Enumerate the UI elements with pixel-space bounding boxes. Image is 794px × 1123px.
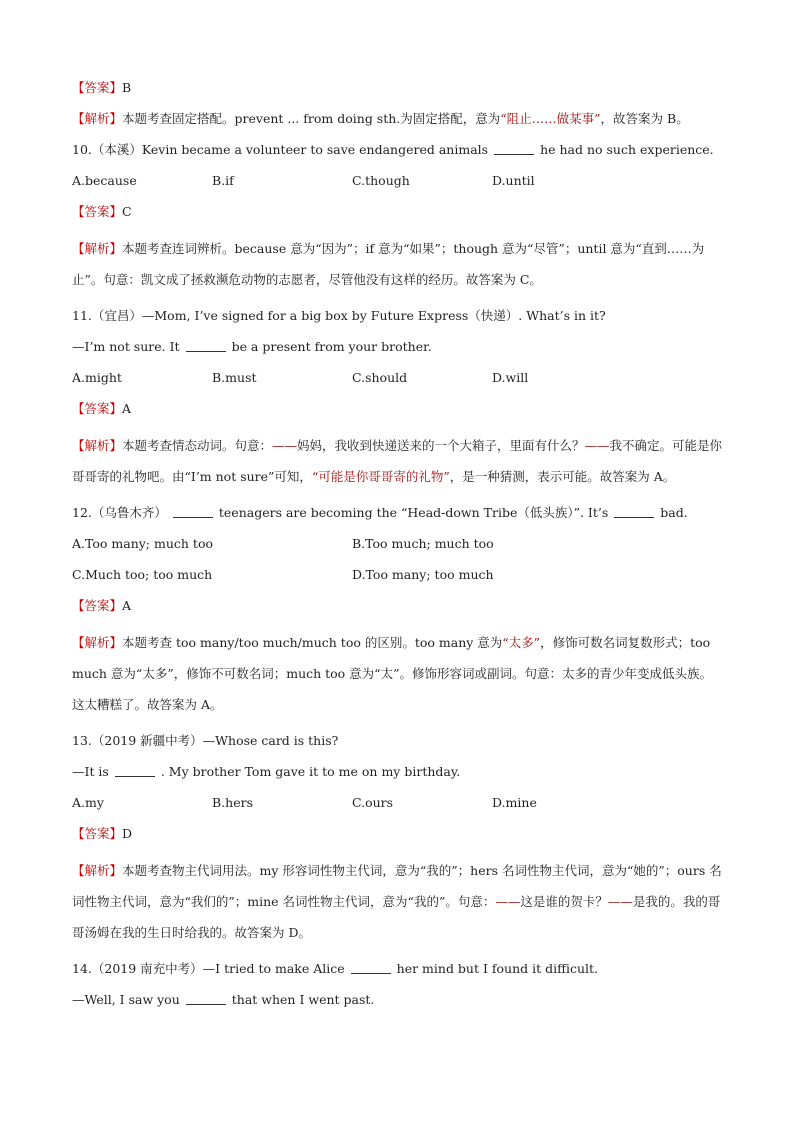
option-a: A.because [72, 173, 137, 188]
option-b: B.Too much; much too [352, 536, 494, 551]
answer-value: C [122, 204, 132, 219]
analysis-tag: 【解析】 [72, 111, 123, 126]
q14-stem-2 [72, 990, 724, 1021]
option-b: B.hers [212, 795, 253, 810]
question-stem: 14.（2019 南充中考）—I tried to make Alice [72, 961, 345, 976]
answer-value: B [122, 80, 132, 95]
option-a: A.Too many; much too [72, 536, 213, 551]
analysis-highlight: —— [272, 438, 298, 453]
option-d: D.until [492, 173, 535, 188]
answer-blank [115, 764, 155, 777]
analysis-text: 本题考查情态动词。句意： [122, 438, 273, 453]
q13-stem-2 [72, 762, 724, 793]
question-stem: be a present from your brother. [231, 339, 432, 354]
question-stem: —Well, I saw you [72, 992, 180, 1007]
analysis-highlight: —— [607, 894, 633, 909]
q13-analysis [72, 855, 724, 948]
option-d: D.Too many; too much [352, 567, 494, 582]
q11-analysis [72, 430, 724, 492]
analysis-text: 是我的。我的哥哥汤姆在我的生日时给我的。故答案为 D。 [72, 894, 721, 940]
question-stem: he had no such experience. [540, 142, 714, 157]
analysis-text: ，故答案为 B。 [600, 111, 689, 126]
question-stem: . My brother Tom gave it to me on my birthday. [160, 764, 461, 779]
analysis-text: 我不确定。可能是你哥哥寄的礼物吧。由“I’m not sure”可知， [72, 438, 723, 484]
option-c: C.should [352, 370, 408, 385]
answer-blank [186, 339, 226, 352]
analysis-highlight: “可能是你哥哥寄的礼物” [311, 469, 450, 484]
question-stem: teenagers are becoming the “Head-down Tribe（低头族）”. It’s [218, 505, 609, 520]
question-stem: bad. [660, 505, 688, 520]
analysis-tag: 【解析】 [72, 863, 123, 878]
option-b: B.must [212, 370, 257, 385]
q10-stem [72, 140, 724, 171]
q10-options [72, 171, 724, 202]
answer-tag: 【答案】 [72, 80, 123, 95]
q14-stem-1 [72, 959, 724, 990]
q9-answer [72, 78, 724, 109]
q11-answer [72, 399, 724, 430]
answer-blank [494, 142, 534, 155]
question-stem: 12.（乌鲁木齐） [72, 505, 167, 520]
answer-tag: 【答案】 [72, 598, 123, 613]
analysis-tag: 【解析】 [72, 438, 123, 453]
analysis-text: ，修饰可数名词复数形式；too much 意为“太多”，修饰不可数名词；much too 意为“太”。修饰形容词或副词。句意：太多的青少年变成低头族。这太糟糕了。故答案为 A。 [72, 635, 712, 712]
answer-value: A [122, 598, 132, 613]
q13-stem-1 [72, 731, 724, 762]
question-stem: 13.（2019 新疆中考）—Whose card is this? [72, 733, 339, 748]
question-stem: that when I went past. [231, 992, 375, 1007]
q12-answer [72, 596, 724, 627]
answer-tag: 【答案】 [72, 204, 123, 219]
q11-stem-1 [72, 306, 724, 337]
analysis-text: 这是谁的贺卡？ [520, 894, 608, 909]
q13-options [72, 793, 724, 824]
answer-value: D [122, 826, 133, 841]
q12-options-row-1 [72, 534, 724, 565]
exercise-page [72, 78, 724, 1021]
question-stem: 11.（宜昌）—Mom, I’ve signed for a big box by Future Express（快递）. What’s in it? [72, 308, 606, 323]
question-stem: 10.（本溪）Kevin became a volunteer to save endangered animals [72, 142, 489, 157]
option-a: A.might [72, 370, 122, 385]
answer-tag: 【答案】 [72, 401, 123, 416]
answer-blank [614, 505, 654, 518]
q10-answer [72, 202, 724, 233]
analysis-text: 本题考查物主代词用法。my 形容词性物主代词，意为“我的”；hers 名词性物主代词，意为“她的”；ours 名词性物主代词，意为“我们的”；mine 名词性物主代词，意为“我的”。句意： [72, 863, 722, 909]
q12-analysis [72, 627, 724, 720]
option-d: D.will [492, 370, 529, 385]
option-c: C.though [352, 173, 410, 188]
q11-stem-2 [72, 337, 724, 368]
answer-tag: 【答案】 [72, 826, 123, 841]
answer-blank [351, 961, 391, 974]
analysis-text: 本题考查连词辨析。because 意为“因为”；if 意为“如果”；though 意为“尽管”；until 意为“直到……为止”。句意：凯文成了拯救濒危动物的志愿者，尽管他没有这样的经历。故答案为 C。 [72, 241, 705, 287]
answer-value: A [122, 401, 132, 416]
q10-analysis [72, 233, 724, 295]
analysis-text: 本题考查固定搭配。prevent ... from doing sth.为固定搭配，意为 [122, 111, 501, 126]
option-a: A.my [72, 795, 104, 810]
analysis-highlight: “阻止……做某事” [500, 111, 601, 126]
q12-stem [72, 503, 724, 534]
option-d: D.mine [492, 795, 537, 810]
analysis-text: ，是一种猜测，表示可能。故答案为 A。 [449, 469, 676, 484]
question-stem: —I’m not sure. It [72, 339, 180, 354]
analysis-text: 本题考查 too many/too much/much too 的区别。too many 意为 [122, 635, 503, 650]
analysis-highlight: “太多” [502, 635, 541, 650]
analysis-text: 妈妈，我收到快递送来的一个大箱子，里面有什么？ [297, 438, 585, 453]
analysis-tag: 【解析】 [72, 635, 123, 650]
option-b: B.if [212, 173, 234, 188]
answer-blank [186, 992, 226, 1005]
analysis-tag: 【解析】 [72, 241, 123, 256]
answer-blank [173, 505, 213, 518]
q13-answer [72, 824, 724, 855]
question-stem: her mind but I found it difficult. [396, 961, 599, 976]
q11-options [72, 368, 724, 399]
option-c: C.Much too; too much [72, 567, 213, 582]
option-c: C.ours [352, 795, 394, 810]
q9-analysis [72, 109, 724, 140]
analysis-highlight: —— [495, 894, 521, 909]
analysis-highlight: —— [584, 438, 610, 453]
q12-options-row-2 [72, 565, 724, 596]
question-stem: —It is [72, 764, 109, 779]
